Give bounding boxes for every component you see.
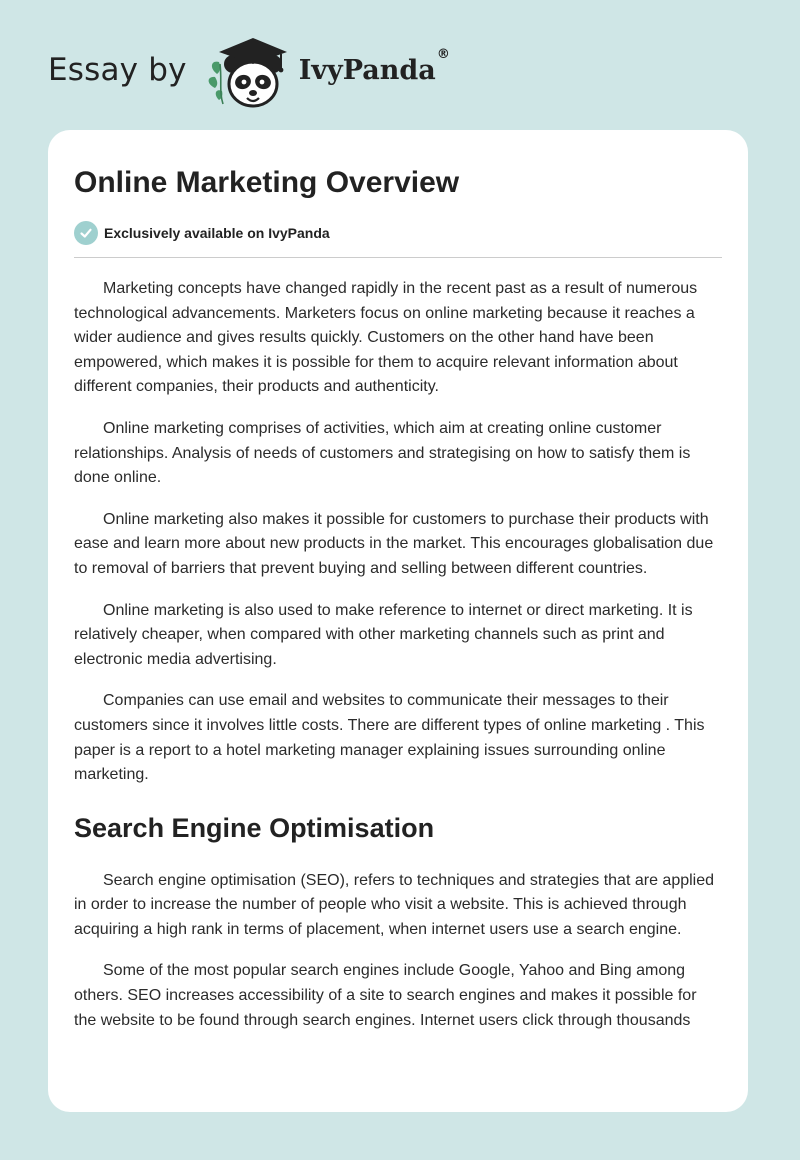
essay-card [48,130,748,1112]
exclusive-badge [74,221,722,245]
site-header [48,30,450,110]
brand-name[interactable]: IvyPanda® [298,46,450,86]
check-circle-icon [74,221,98,245]
paragraph: Search engine optimisation (SEO), refers to techniques and strategies that are applied in order to increase the number of people who visit a website. This is achieved through acquiring a high rank in terms of placement, when internet users use a search engine. [74,871,715,938]
section-heading: Search Engine Optimisation [74,812,435,843]
registered-mark: ® [436,46,450,62]
page-title: Online Marketing Overview [74,166,460,199]
panda-graduation-cap-icon[interactable] [203,30,293,110]
brand-prefix: Essay by [48,52,187,88]
divider [74,257,722,258]
badge-text: Exclusively available on IvyPanda [104,225,330,241]
paragraph: Companies can use email and websites to communicate their messages to their customers since it involves little costs. There are different types of online marketing . This paper is a report to a hotel marketing manager explaining issues surrounding online marketing. [74,692,705,784]
paragraph: Online marketing comprises of activities, which aim at creating online customer relationships. Analysis of needs of customers and strategising on how to satisfy them is done online. [74,419,691,487]
paragraph: Online marketing is also used to make reference to internet or direct marketing. It is relatively cheaper, when compared with other marketing channels such as print and electronic media advertising. [74,601,693,668]
paragraph: Some of the most popular search engines include Google, Yahoo and Bing among others. SEO increases accessibility of a site to search engines and makes it possible for the website to be found through search engines. Internet users click through thousands [74,962,697,1029]
paragraph: Marketing concepts have changed rapidly in the recent past as a result of numerous technological advancements. Marketers focus on online marketing because it reaches a wider audience and gives results quickly. Customers on the other hand have been empowered, which makes it is possible for them to acquire relevant information about different companies, their products and authenticity. [74,280,698,396]
paragraph: Online marketing also makes it possible for customers to purchase their products with ease and learn more about new products in the market. This encourages globalisation due to removal of barriers that prevent buying and selling between different countries. [74,510,714,577]
